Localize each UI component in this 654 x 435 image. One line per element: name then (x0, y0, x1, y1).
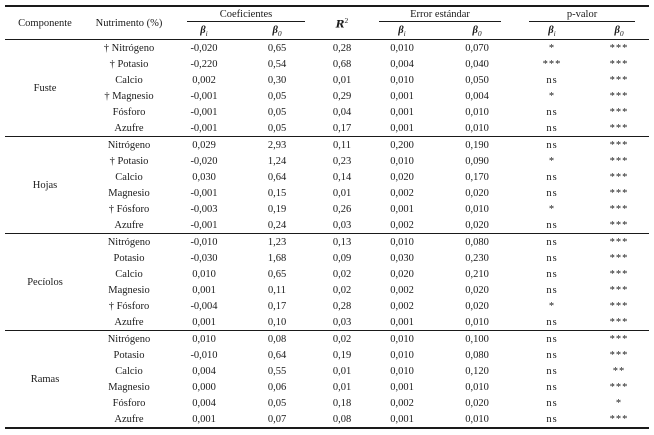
p-beta-i-cell: * (548, 42, 556, 54)
coef-beta-0-cell: 1,68 (267, 252, 287, 264)
se-beta-i-cell: 0,002 (390, 187, 414, 199)
se-beta-i-cell: 0,001 (390, 413, 414, 425)
table-row (5, 137, 649, 154)
table-row (5, 331, 649, 348)
se-beta-i-cell: 0,001 (390, 203, 414, 215)
table-row (5, 234, 649, 251)
table-row (5, 169, 649, 185)
p-beta-i-cell: ns (515, 137, 589, 154)
p-beta-i-cell: ns (546, 74, 558, 86)
table-row (5, 120, 649, 137)
se-beta-i-cell: 0,010 (390, 349, 414, 361)
coef-beta-i-cell: -0,001 (190, 90, 218, 102)
subcol-se-beta-0: $\beta_0$ (439, 24, 515, 40)
se-beta-i-cell: 0,002 (390, 284, 414, 296)
nutrient-cell: Magnesio (108, 284, 150, 296)
se-beta-0-cell: 0,080 (439, 234, 515, 251)
se-beta-i-cell: 0,010 (365, 331, 439, 348)
p-beta-i-cell: ns (546, 413, 558, 425)
se-beta-i-cell: 0,001 (390, 316, 414, 328)
r-squared-cell: 0,03 (332, 316, 352, 328)
se-beta-i-cell: 0,020 (390, 171, 414, 183)
coef-beta-0-cell: 0,65 (267, 42, 287, 54)
subcol-p-beta-i: $\beta_i$ (515, 24, 589, 40)
table-row (5, 153, 649, 169)
p-beta-0-cell: *** (609, 171, 629, 183)
coef-beta-i-cell: -0,001 (190, 219, 218, 231)
coef-beta-0-cell: 0,30 (267, 74, 287, 86)
r-squared-cell: 0,01 (332, 74, 352, 86)
p-beta-i-cell: ns (546, 349, 558, 361)
se-beta-i-cell: 0,200 (365, 137, 439, 154)
se-beta-0-cell: 0,080 (465, 349, 489, 361)
coef-beta-i-cell: -0,020 (190, 155, 218, 167)
se-beta-i-cell: 0,010 (365, 234, 439, 251)
coef-beta-0-cell: 1,24 (267, 155, 287, 167)
se-beta-i-cell: 0,030 (390, 252, 414, 264)
coef-beta-0-cell: 0,19 (267, 203, 287, 215)
subcol-coef-beta-i: $\beta_i$ (173, 24, 235, 40)
subcol-coef-beta-0: $\beta_0$ (235, 24, 319, 40)
p-beta-0-cell: *** (609, 316, 629, 328)
p-beta-0-cell: *** (609, 252, 629, 264)
nutrient-cell: Potasio (113, 349, 145, 361)
se-beta-0-cell: 0,020 (465, 219, 489, 231)
coef-beta-0-cell: 0,07 (267, 413, 287, 425)
r-squared-cell: 0,18 (332, 397, 352, 409)
p-beta-i-cell: ns (546, 219, 558, 231)
component-group (5, 137, 649, 234)
se-beta-i-cell: 0,002 (390, 219, 414, 231)
p-beta-0-cell: *** (609, 187, 629, 199)
nutrient-cell: Calcio (115, 365, 143, 377)
nutrient-cell: Azufre (114, 413, 144, 425)
p-beta-0-cell: ** (612, 365, 626, 377)
coef-beta-0-cell: 0,11 (268, 284, 286, 296)
coef-beta-0-cell: 0,15 (267, 187, 287, 199)
coef-beta-0-cell: 0,10 (267, 316, 287, 328)
p-beta-i-cell: ns (546, 397, 558, 409)
p-beta-0-cell: *** (609, 219, 629, 231)
coef-beta-0-cell: 0,55 (267, 365, 287, 377)
coef-beta-i-cell: 0,001 (192, 413, 216, 425)
coef-beta-i-cell: -0,001 (190, 106, 218, 118)
r-squared-cell: 0,28 (332, 300, 352, 312)
coef-beta-i-cell: -0,220 (190, 58, 218, 70)
r-squared-cell: 0,04 (332, 106, 352, 118)
se-beta-i-cell: 0,002 (390, 397, 414, 409)
r-squared-cell: 0,01 (332, 365, 352, 377)
nutrient-cell: Potasio (113, 252, 145, 264)
subcol-p-beta-0: $\beta_0$ (589, 24, 649, 40)
p-beta-0-cell: * (615, 397, 623, 409)
coef-beta-0-cell: 0,08 (235, 331, 319, 348)
p-beta-0-cell: *** (589, 137, 649, 154)
se-beta-i-cell: 0,001 (390, 122, 414, 134)
coef-beta-0-cell: 0,05 (267, 106, 287, 118)
se-beta-0-cell: 0,010 (465, 413, 489, 425)
r-squared-cell: 0,02 (332, 284, 352, 296)
coef-beta-i-cell: -0,030 (190, 252, 218, 264)
p-beta-i-cell: * (548, 300, 556, 312)
table-row (5, 379, 649, 395)
coef-beta-0-cell: 0,65 (267, 268, 287, 280)
se-beta-0-cell: 0,010 (465, 106, 489, 118)
subcol-se-beta-i: $\beta_i$ (365, 24, 439, 40)
coef-beta-i-cell: 0,004 (192, 397, 216, 409)
r-squared-cell: 0,26 (332, 203, 352, 215)
se-beta-0-cell: 0,210 (465, 268, 489, 280)
p-beta-0-cell: *** (609, 155, 629, 167)
p-beta-i-cell: ns (515, 234, 589, 251)
col-group-p-valor: p-valor (515, 6, 649, 24)
nutrient-cell: † Fósforo (108, 203, 150, 215)
se-beta-0-cell: 0,020 (465, 284, 489, 296)
nutrient-cell: Nitrógeno (85, 331, 173, 348)
table-row (5, 40, 649, 57)
p-beta-0-cell: *** (609, 122, 629, 134)
p-beta-i-cell: ns (546, 171, 558, 183)
table-row (5, 250, 649, 266)
coef-beta-i-cell: -0,001 (190, 122, 218, 134)
component-cell: Hojas (5, 137, 85, 234)
r-squared-cell: 0,13 (319, 234, 365, 251)
nutrient-cell: † Potasio (109, 58, 149, 70)
table-row (5, 314, 649, 331)
p-beta-0-cell: *** (609, 284, 629, 296)
p-beta-0-cell: *** (609, 300, 629, 312)
se-beta-0-cell: 0,020 (465, 187, 489, 199)
component-cell: Fuste (33, 82, 57, 94)
r-squared-cell: 0,01 (332, 187, 352, 199)
r-squared-cell: 0,17 (332, 122, 352, 134)
p-beta-0-cell: *** (609, 268, 629, 280)
r-squared-cell: 0,01 (332, 381, 352, 393)
p-beta-i-cell: ns (546, 252, 558, 264)
p-beta-i-cell: ns (546, 122, 558, 134)
coef-beta-i-cell: 0,010 (173, 331, 235, 348)
p-beta-i-cell: ns (546, 187, 558, 199)
se-beta-0-cell: 0,010 (465, 316, 489, 328)
se-beta-0-cell: 0,170 (465, 171, 489, 183)
se-beta-i-cell: 0,001 (390, 381, 414, 393)
r-squared-cell: 0,11 (319, 137, 365, 154)
se-beta-0-cell: 0,190 (439, 137, 515, 154)
nutrient-cell: Calcio (115, 268, 143, 280)
component-cell: Ramas (5, 331, 85, 429)
se-beta-0-cell: 0,040 (465, 58, 489, 70)
r-squared-cell: 0,03 (332, 219, 352, 231)
table-row (5, 282, 649, 298)
p-beta-i-cell: * (548, 155, 556, 167)
col-header-r-squared: $R^2$ (319, 6, 365, 40)
se-beta-i-cell: 0,001 (390, 106, 414, 118)
table-row (5, 347, 649, 363)
table-row (5, 217, 649, 234)
p-beta-0-cell: *** (589, 234, 649, 251)
nutrient-cell: Calcio (115, 171, 143, 183)
coef-beta-0-cell: 0,05 (267, 122, 287, 134)
se-beta-0-cell: 0,050 (465, 74, 489, 86)
se-beta-i-cell: 0,010 (390, 365, 414, 377)
table-row (5, 298, 649, 314)
nutrient-cell: Fósforo (112, 106, 146, 118)
coef-beta-i-cell: -0,010 (190, 349, 218, 361)
col-header-componente: Componente (5, 6, 85, 40)
se-beta-i-cell: 0,002 (390, 300, 414, 312)
se-beta-0-cell: 0,100 (439, 331, 515, 348)
coef-beta-i-cell: -0,001 (190, 187, 218, 199)
se-beta-0-cell: 0,120 (465, 365, 489, 377)
p-beta-0-cell: *** (609, 74, 629, 86)
p-beta-i-cell: ns (546, 268, 558, 280)
table-row (5, 88, 649, 104)
se-beta-i-cell: 0,001 (390, 90, 414, 102)
header-row-groups (5, 6, 649, 24)
component-cell: Pecíolos (5, 234, 85, 331)
se-beta-0-cell: 0,090 (465, 155, 489, 167)
p-beta-0-cell: *** (609, 381, 629, 393)
r-squared-cell: 0,14 (332, 171, 352, 183)
r-squared-cell: 0,29 (332, 90, 352, 102)
p-beta-0-cell: *** (609, 203, 629, 215)
table-row (5, 411, 649, 428)
coef-beta-i-cell: 0,001 (192, 284, 216, 296)
regression-table (5, 5, 649, 429)
se-beta-0-cell: 0,020 (465, 300, 489, 312)
p-beta-i-cell: ns (546, 316, 558, 328)
se-beta-0-cell: 0,070 (465, 42, 489, 54)
coef-beta-i-cell: -0,003 (190, 203, 218, 215)
table-row (5, 104, 649, 120)
p-beta-i-cell: * (548, 90, 556, 102)
coef-beta-0-cell: 0,64 (267, 171, 287, 183)
se-beta-0-cell: 0,020 (465, 397, 489, 409)
table-row (5, 72, 649, 88)
nutrient-cell: † Fósforo (108, 300, 150, 312)
r-squared-cell: 0,68 (332, 58, 352, 70)
nutrient-cell: Nitrógeno (85, 234, 173, 251)
coef-beta-0-cell: 0,17 (267, 300, 287, 312)
component-group (5, 40, 649, 137)
nutrient-cell: Magnesio (108, 381, 150, 393)
se-beta-0-cell: 0,010 (465, 122, 489, 134)
coef-beta-0-cell: 2,93 (235, 137, 319, 154)
coef-beta-0-cell: 0,06 (267, 381, 287, 393)
se-beta-0-cell: 0,004 (465, 90, 489, 102)
table-row (5, 56, 649, 72)
nutrient-cell: Nitrógeno (85, 137, 173, 154)
coef-beta-0-cell: 0,05 (267, 397, 287, 409)
se-beta-i-cell: 0,010 (390, 74, 414, 86)
table-row (5, 266, 649, 282)
nutrient-cell: † Magnesio (104, 90, 154, 102)
nutrient-cell: Azufre (114, 316, 144, 328)
col-group-error-estandar: Error estándar (365, 6, 515, 24)
p-beta-0-cell: *** (609, 90, 629, 102)
p-beta-0-cell: *** (609, 58, 629, 70)
coef-beta-i-cell: 0,002 (192, 74, 216, 86)
coef-beta-i-cell: -0,020 (190, 42, 218, 54)
table-row (5, 395, 649, 411)
p-beta-0-cell: *** (609, 413, 629, 425)
coef-beta-0-cell: 0,05 (267, 90, 287, 102)
r-squared-cell: 0,02 (319, 331, 365, 348)
table-row (5, 201, 649, 217)
p-beta-i-cell: ns (546, 365, 558, 377)
p-beta-i-cell: ns (546, 284, 558, 296)
se-beta-i-cell: 0,004 (390, 58, 414, 70)
coef-beta-i-cell: -0,004 (190, 300, 218, 312)
nutrient-cell: Calcio (115, 74, 143, 86)
p-beta-0-cell: *** (609, 349, 629, 361)
nutrient-cell: Fósforo (112, 397, 146, 409)
se-beta-i-cell: 0,020 (390, 268, 414, 280)
nutrient-cell: † Potasio (109, 155, 149, 167)
table-header (5, 6, 649, 40)
p-beta-0-cell: *** (609, 106, 629, 118)
r-squared-cell: 0,23 (332, 155, 352, 167)
p-beta-i-cell: ns (515, 331, 589, 348)
p-beta-0-cell: *** (609, 42, 629, 54)
p-beta-i-cell: ns (546, 106, 558, 118)
coef-beta-i-cell: 0,029 (173, 137, 235, 154)
table-row (5, 185, 649, 201)
p-beta-i-cell: *** (542, 58, 562, 70)
coef-beta-i-cell: -0,010 (173, 234, 235, 251)
col-group-coeficientes: Coeficientes (173, 6, 319, 24)
r-squared-cell: 0,09 (332, 252, 352, 264)
coef-beta-i-cell: 0,001 (192, 316, 216, 328)
table-row (5, 363, 649, 379)
coef-beta-0-cell: 0,64 (267, 349, 287, 361)
coef-beta-0-cell: 0,24 (267, 219, 287, 231)
coef-beta-i-cell: 0,010 (192, 268, 216, 280)
nutrient-cell: Magnesio (108, 187, 150, 199)
r-squared-cell: 0,28 (332, 42, 352, 54)
r-squared-cell: 0,19 (332, 349, 352, 361)
paper-table-page (0, 5, 654, 435)
coef-beta-i-cell: 0,000 (192, 381, 216, 393)
coef-beta-0-cell: 0,54 (267, 58, 287, 70)
coef-beta-i-cell: 0,030 (192, 171, 216, 183)
nutrient-cell: Azufre (114, 122, 144, 134)
se-beta-i-cell: 0,010 (390, 155, 414, 167)
r-squared-cell: 0,02 (332, 268, 352, 280)
component-group (5, 331, 649, 429)
se-beta-0-cell: 0,010 (465, 203, 489, 215)
nutrient-cell: † Nitrógeno (103, 42, 155, 54)
se-beta-i-cell: 0,010 (390, 42, 414, 54)
p-beta-i-cell: * (548, 203, 556, 215)
component-group (5, 234, 649, 331)
se-beta-0-cell: 0,010 (465, 381, 489, 393)
nutrient-cell: Azufre (114, 219, 144, 231)
coef-beta-i-cell: 0,004 (192, 365, 216, 377)
col-header-nutrimento: Nutrimento (%) (85, 6, 173, 40)
r-squared-cell: 0,08 (332, 413, 352, 425)
p-beta-0-cell: *** (589, 331, 649, 348)
coef-beta-0-cell: 1,23 (235, 234, 319, 251)
p-beta-i-cell: ns (546, 381, 558, 393)
se-beta-0-cell: 0,230 (465, 252, 489, 264)
